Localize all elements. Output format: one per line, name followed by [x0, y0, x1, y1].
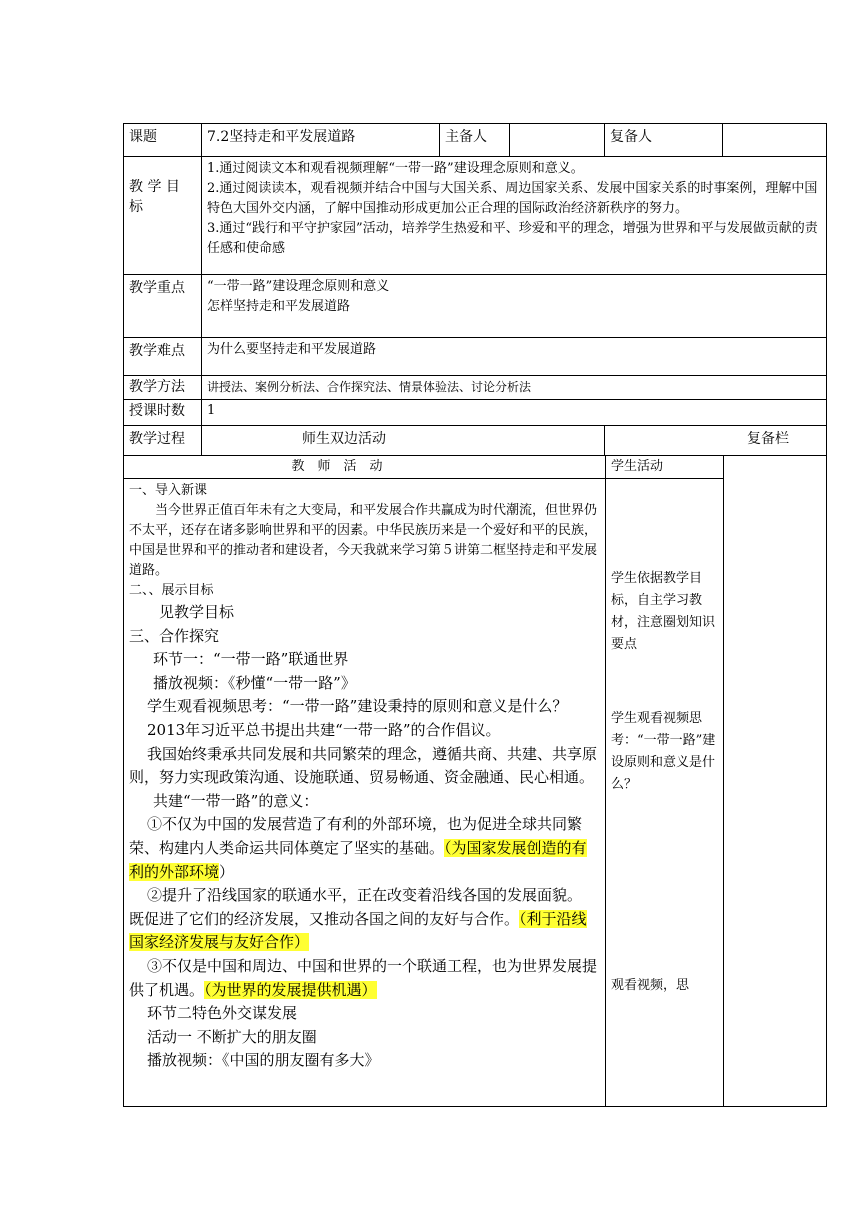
difficulties-value: 为什么要坚持走和平发展道路	[202, 338, 827, 376]
copreparer-value	[723, 124, 827, 157]
activity-title: 活动一 不断扩大的朋友圈	[147, 1027, 317, 1046]
goals-reference: 见教学目标	[159, 603, 235, 621]
goal-item: 1.通过阅读文本和观看视频理解“一带一路”建设理念原则和意义。	[207, 161, 584, 176]
meaning-text: ③不仅是中国和周边、中国和世界的一个联通工程，也为世界发展提供了机遇。	[129, 956, 598, 999]
hours-value: 1	[202, 400, 827, 426]
preparer-value	[510, 124, 605, 157]
key-points-label: 教学重点	[124, 275, 202, 338]
copreparer-label: 复备人	[605, 124, 723, 157]
goal-item: 3.通过“践行和平守护家园”活动，培养学生热爱和平、珍爱和平的理念，增强为世界和平与发展做贡献的责任感和使命感	[207, 221, 818, 256]
meaning-item	[129, 813, 600, 884]
section-title: 一、导入新课	[129, 483, 208, 498]
goals-content	[202, 157, 827, 275]
principle-paragraph: 我国始终秉承共同发展和共同繁荣的理念，遵循共商、共建、共享原则，努力实现政策沟通、设施联通、贸易畅通、资金融通、民心相通。	[129, 744, 598, 787]
difficulties-label: 教学难点	[124, 338, 202, 376]
student-activity-content	[606, 479, 724, 1107]
link-title: 环节一：“一带一路”联通世界	[153, 650, 349, 669]
topic-value: 7.2坚持走和平发展道路	[202, 124, 440, 157]
teacher-activity-content	[124, 479, 606, 1107]
meaning-tail: ）	[219, 862, 235, 881]
section-title: 二、、展示目标	[129, 583, 214, 598]
goal-item: 2.通过阅读读本，观看视频并结合中国与大国关系、周边国家关系、发展中国家关系的时事案例，理解中国特色大国外交内涵，了解中国推动形成更加公正合理的国际政治经济新秩序的努力。	[207, 181, 818, 216]
lesson-plan-header-table	[123, 123, 827, 456]
notes-label: 复备栏	[605, 426, 827, 456]
highlight-note: （利于沿线国家经济发展与友好合作）	[129, 909, 587, 952]
key-point-line: “一带一路”建设理念原则和意义	[207, 279, 390, 294]
student-activity-item: 学生观看视频思考：“一带一路”建设原则和意义是什么？	[611, 711, 716, 792]
notes-column	[724, 456, 827, 1107]
video-line: 播放视频：《中国的朋友圈有多大》	[147, 1051, 380, 1070]
video-line: 播放视频：《秒懂“一带一路”》	[153, 673, 356, 692]
highlight-note: （为国家发展创造的有利的外部环境	[129, 838, 587, 881]
highlight-note: （为世界的发展提供机遇）	[204, 980, 377, 999]
topic-label: 课题	[124, 124, 202, 157]
fact-line: 2013年习近平总书提出共建“一带一路”的合作倡议。	[147, 720, 501, 739]
goals-label: 教 学 目 标	[124, 157, 202, 275]
student-activity-header: 学生活动	[606, 456, 724, 479]
teacher-activity-header: 教 师 活 动	[124, 456, 606, 479]
meaning-text: ②提升了沿线国家的联通水平，正在改变着沿线各国的发展面貌。 既促进了它们的经济发展，又推动各国之间的友好与合作。	[129, 886, 583, 928]
process-label: 教学过程	[124, 426, 202, 456]
key-points-content	[202, 275, 827, 338]
intro-paragraph: 当今世界正值百年未有之大变局，和平发展合作共赢成为时代潮流，但世界仍不太平，还存在诸多影响世界和平的因素。中华民族历来是一个爱好和平的民族，中国是世界和平的推动者和建设者，今天我就来学习第５讲第二框坚持走和平发展道路。	[129, 503, 598, 578]
key-point-line: 怎样坚持走和平发展道路	[207, 299, 351, 314]
meaning-item	[129, 955, 600, 1002]
meaning-title: 共建“一带一路”的意义：	[153, 791, 319, 810]
teaching-process-table	[123, 455, 827, 1107]
preparer-label: 主备人	[440, 124, 510, 157]
meaning-text: ①不仅为中国的发展营造了有利的外部环境，也为促进全球共同繁荣、构建内人类命运共同体奠定了坚实的基础。	[129, 815, 583, 857]
hours-label: 授课时数	[124, 400, 202, 426]
methods-value: 讲授法、案例分析法、合作探究法、情景体验法、讨论分析法	[202, 376, 827, 400]
question-line: 学生观看视频思考：“一带一路”建设秉持的原则和意义是什么？	[147, 697, 568, 716]
methods-label: 教学方法	[124, 376, 202, 400]
student-activity-item: 观看视频，思	[611, 978, 690, 993]
student-activity-item: 学生依据教学目标，自主学习教材，注意圈划知识要点	[611, 571, 716, 652]
link-title: 环节二特色外交谋发展	[147, 1004, 298, 1023]
meaning-item	[129, 884, 600, 955]
section-title: 三、合作探究	[129, 626, 220, 645]
activity-label: 师生双边活动	[202, 426, 605, 456]
